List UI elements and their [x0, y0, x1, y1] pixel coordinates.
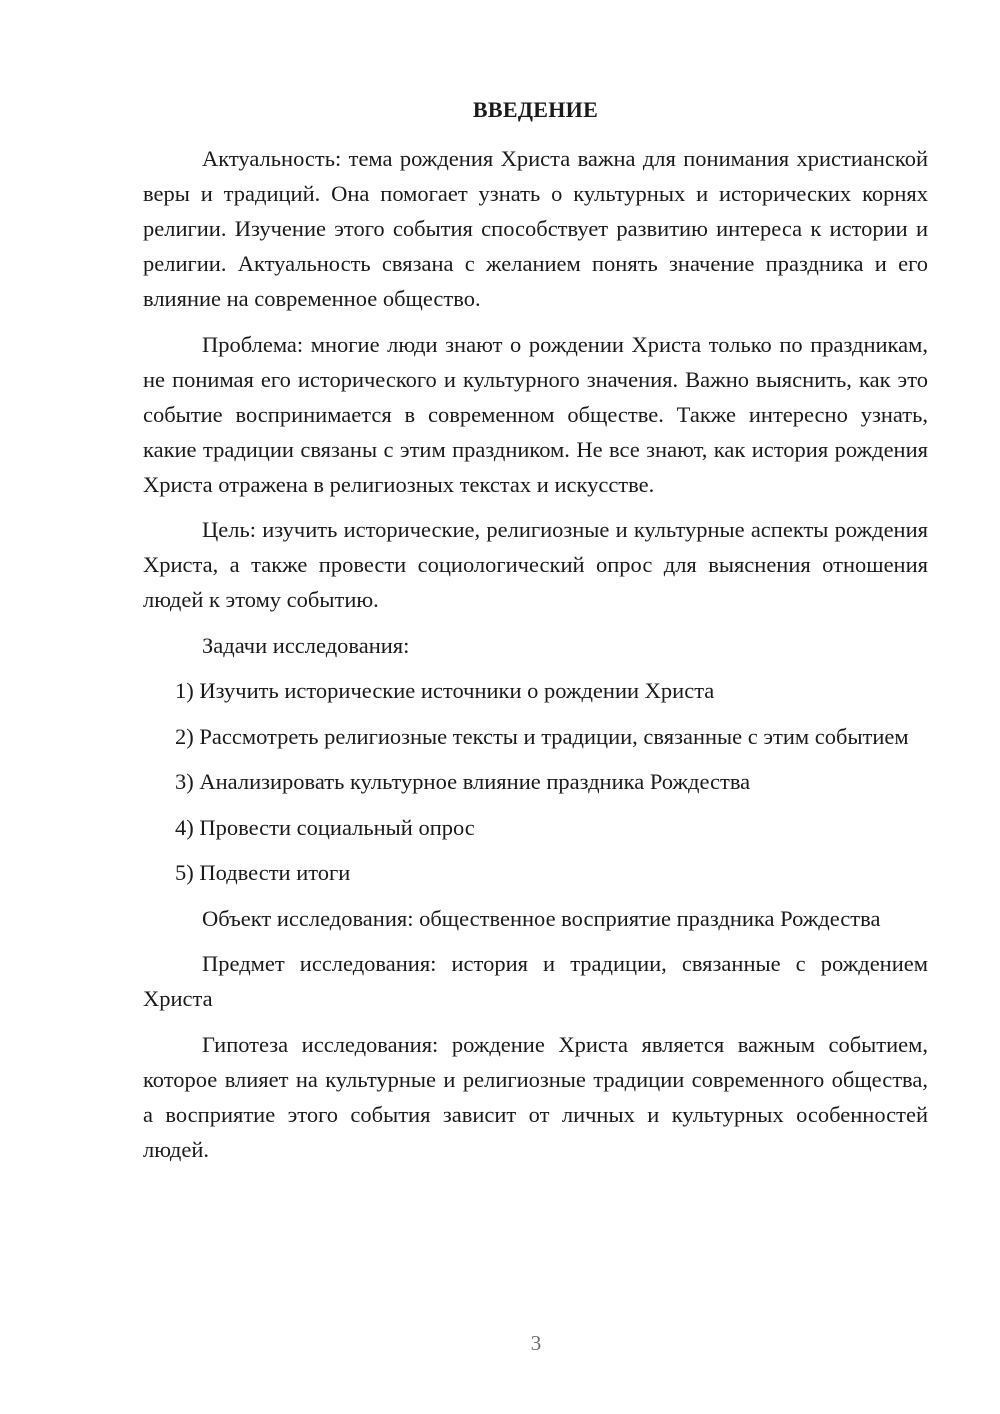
goal-paragraph: Цель: изучить исторические, религиозные и культурные аспекты рождения Христа, а также провести социологический опрос для выяснения отношения людей к этому событию. [143, 517, 928, 612]
list-item: 2) Рассмотреть религиозные тексты и традиции, связанные с этим событием [175, 723, 909, 749]
list-item: 3) Анализировать культурное влияние праздника Рождества [175, 769, 751, 794]
list-item: 5) Подвести итоги [175, 860, 351, 885]
section-title: ВВЕДЕНИЕ [472, 97, 599, 122]
document-page [143, 92, 928, 1177]
list-item: 4) Провести социальный опрос [175, 814, 475, 840]
page-number: 3 [530, 1331, 542, 1355]
relevance-paragraph: Актуальность: тема рождения Христа важна для понимания христианской веры и традиций. Она помогает узнать о культурных и исторических корнях религии. Изучение этого события способствует развитию интереса к истории и религии. Актуальность связана с желанием понять значение праздника и его влияние на современное общество. [143, 146, 928, 311]
subject-paragraph: Предмет исследования: история и традиции, связанные с рождением Христа [143, 951, 928, 1011]
object-paragraph: Объект исследования: общественное восприятие праздника Рождества [202, 905, 881, 931]
tasks-heading: Задачи исследования: [202, 632, 410, 658]
problem-paragraph: Проблема: многие люди знают о рождении Христа только по праздникам, не понимая его исторического и культурного значения. Важно выяснить, как это событие воспринимается в современном обществе. Также интересно узнать, какие традиции связаны с этим праздником. Не все знают, как история рождения Христа отражена в религиозных текстах и искусстве. [143, 331, 928, 497]
tasks-list [143, 673, 928, 890]
hypothesis-paragraph: Гипотеза исследования: рождение Христа является важным событием, которое влияет на культурные и религиозные традиции современного общества, а восприятие этого события зависит от личных и культурных особенностей людей. [143, 1031, 928, 1162]
list-item: 1) Изучить исторические источники о рождении Христа [175, 678, 715, 703]
